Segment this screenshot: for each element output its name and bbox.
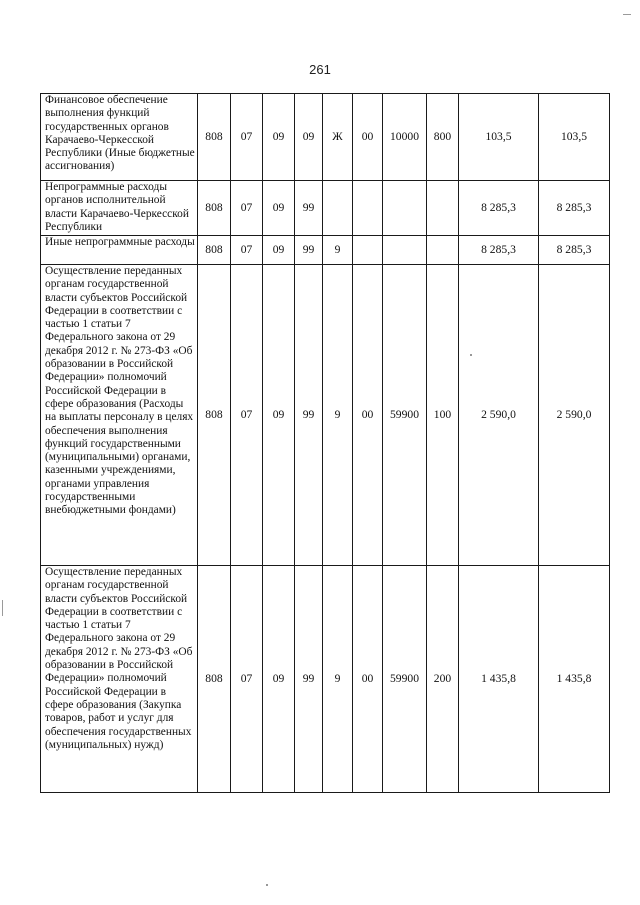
- code-cell: 808: [198, 236, 231, 265]
- code-cell: [383, 181, 427, 236]
- table-row: [41, 94, 610, 181]
- code-cell: 09: [263, 265, 295, 566]
- amount-cell: 103,5: [459, 94, 539, 181]
- code-cell: 99: [295, 265, 323, 566]
- code-cell: [323, 181, 353, 236]
- code-cell: [427, 181, 459, 236]
- code-cell: 07: [231, 566, 263, 793]
- code-cell: 09: [263, 181, 295, 236]
- code-cell: 07: [231, 236, 263, 265]
- table-row: [41, 181, 610, 236]
- row-name: Непрограммные расходы органов исполнительной власти Карачаево-Черкесской Республики: [41, 181, 198, 236]
- scan-edge-mark: [623, 14, 631, 15]
- code-cell: 07: [231, 265, 263, 566]
- code-cell: 09: [263, 94, 295, 181]
- code-cell: 09: [295, 94, 323, 181]
- code-cell: [353, 236, 383, 265]
- budget-table: [40, 93, 610, 793]
- code-cell: 10000: [383, 94, 427, 181]
- code-cell: [383, 236, 427, 265]
- code-cell: 09: [263, 236, 295, 265]
- code-cell: 99: [295, 566, 323, 793]
- code-cell: 800: [427, 94, 459, 181]
- scan-edge-mark: [2, 600, 3, 616]
- amount-cell: 1 435,8: [539, 566, 610, 793]
- amount-cell: 2 590,0: [459, 265, 539, 566]
- code-cell: 00: [353, 265, 383, 566]
- amount-cell: 8 285,3: [459, 236, 539, 265]
- amount-cell: 103,5: [539, 94, 610, 181]
- code-cell: 808: [198, 265, 231, 566]
- row-name: Иные непрограммные расходы: [41, 236, 198, 265]
- code-cell: 808: [198, 566, 231, 793]
- amount-cell: 2 590,0: [539, 265, 610, 566]
- amount-cell: 8 285,3: [539, 236, 610, 265]
- page-number: 261: [309, 62, 331, 77]
- scan-speck: [266, 884, 268, 886]
- code-cell: 07: [231, 181, 263, 236]
- code-cell: Ж: [323, 94, 353, 181]
- table-row: [41, 566, 610, 793]
- code-cell: 07: [231, 94, 263, 181]
- code-cell: 808: [198, 94, 231, 181]
- code-cell: 9: [323, 236, 353, 265]
- code-cell: 00: [353, 94, 383, 181]
- code-cell: 9: [323, 265, 353, 566]
- code-cell: 9: [323, 566, 353, 793]
- row-name: Осуществление переданных органам государственной власти субъектов Российской Федерации в соответствии с частью 1 статьи 7 Федерального закона от 29 декабря 2012 г. № 273-ФЗ «Об образовании в Российской Федерации» полномочий Российской Федерации в сфере образования (Расходы на выплаты персоналу в целях обеспечения выполнения функций государственными (муниципальными) органами, казенными учреждениями, органами управления государственными внебюджетными фондами): [41, 265, 198, 566]
- table-row: [41, 265, 610, 566]
- amount-cell: 1 435,8: [459, 566, 539, 793]
- row-name: Финансовое обеспечение выполнения функций государственных органов Карачаево-Черкесской Республики (Иные бюджетные ассигнования): [41, 94, 198, 181]
- code-cell: 100: [427, 265, 459, 566]
- code-cell: 99: [295, 181, 323, 236]
- code-cell: 00: [353, 566, 383, 793]
- table-row: [41, 236, 610, 265]
- code-cell: 09: [263, 566, 295, 793]
- code-cell: [427, 236, 459, 265]
- code-cell: 808: [198, 181, 231, 236]
- scan-speck: [470, 354, 472, 356]
- code-cell: [353, 181, 383, 236]
- code-cell: 59900: [383, 265, 427, 566]
- amount-cell: 8 285,3: [539, 181, 610, 236]
- code-cell: 59900: [383, 566, 427, 793]
- code-cell: 99: [295, 236, 323, 265]
- code-cell: 200: [427, 566, 459, 793]
- amount-cell: 8 285,3: [459, 181, 539, 236]
- row-name: Осуществление переданных органам государственной власти субъектов Российской Федерации в соответствии с частью 1 статьи 7 Федерального закона от 29 декабря 2012 г. № 273-ФЗ «Об образовании в Российской Федерации» полномочий Российской Федерации в сфере образования (Закупка товаров, работ и услуг для обеспечения государственных (муниципальных) нужд): [41, 566, 198, 793]
